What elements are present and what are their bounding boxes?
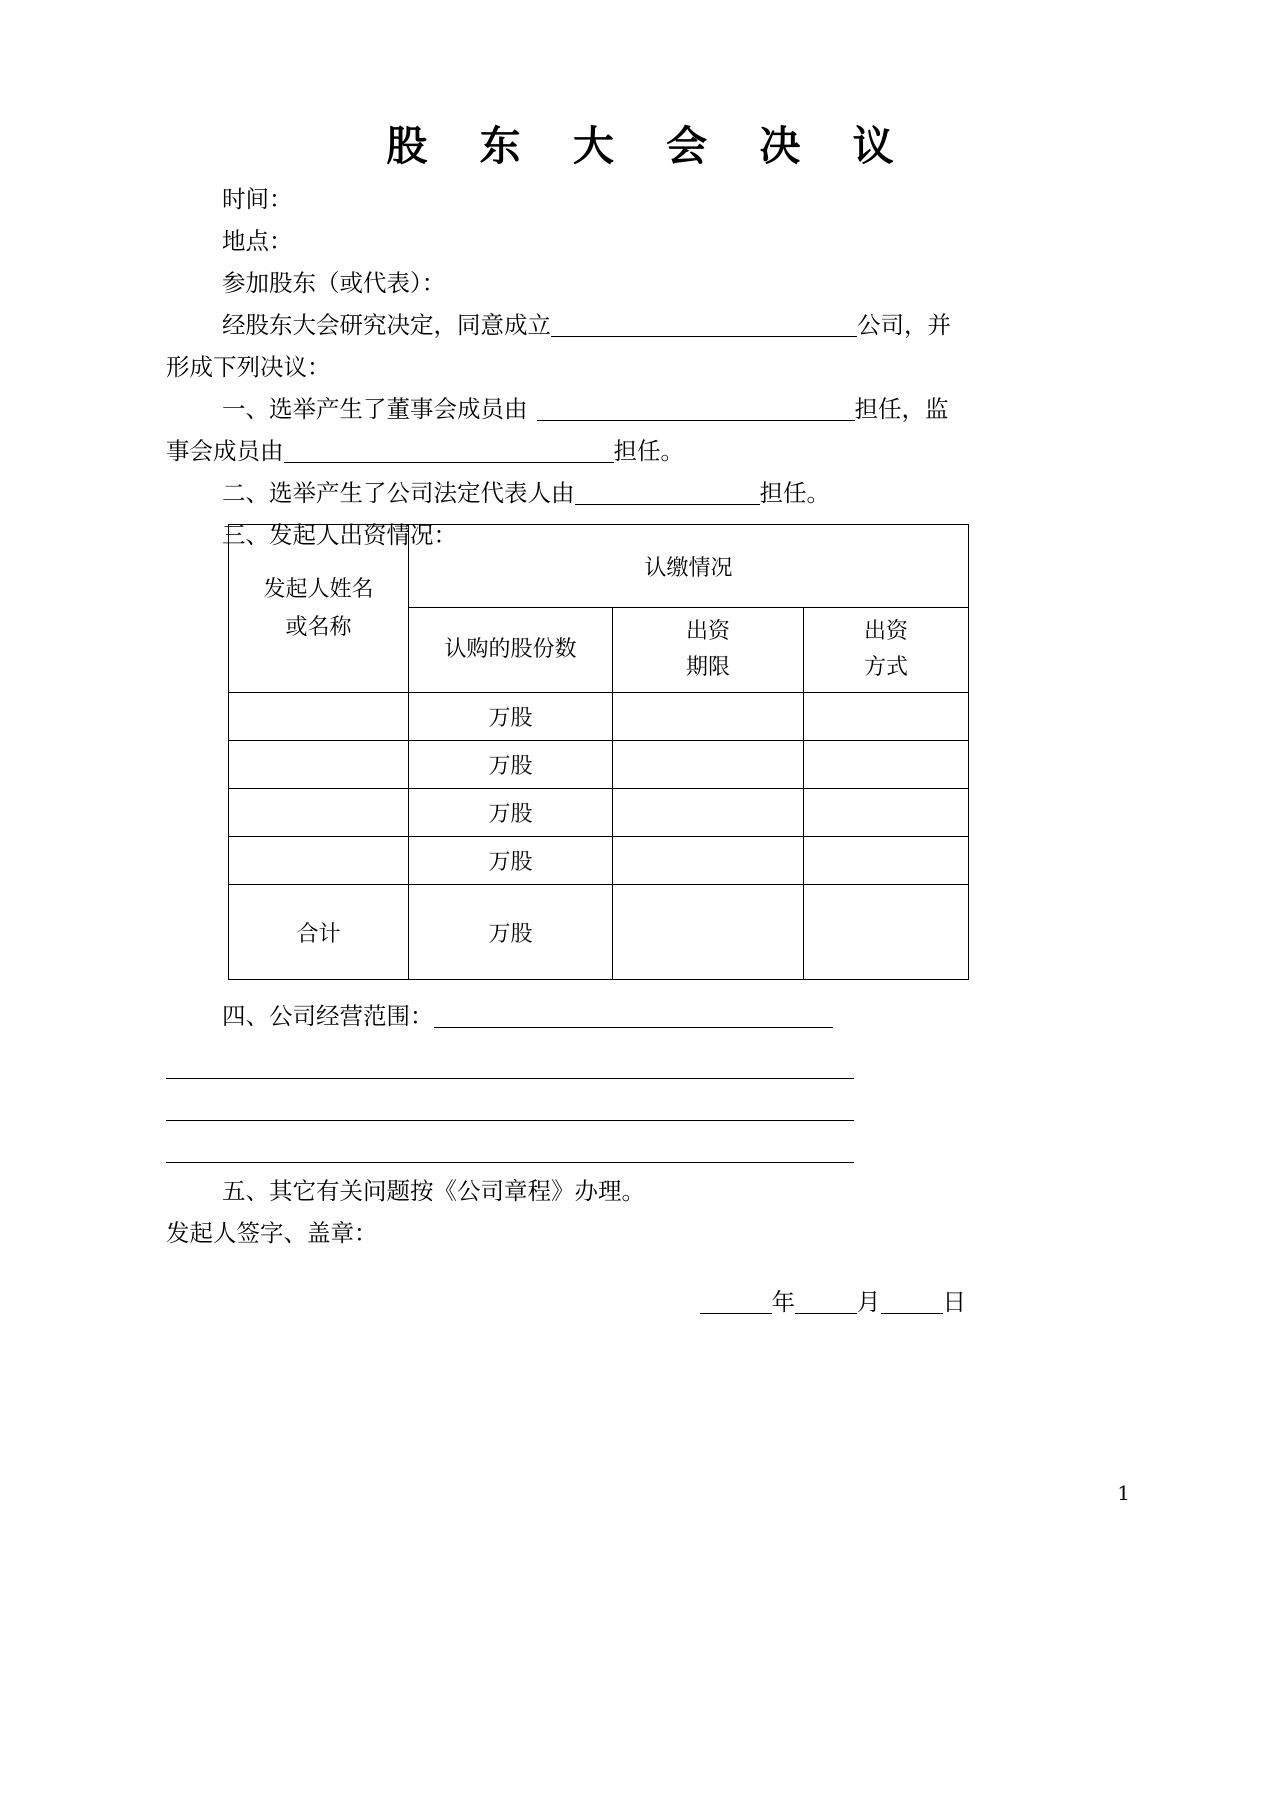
table-row[interactable] xyxy=(229,693,969,741)
cell-contribution-term[interactable] xyxy=(613,741,804,789)
item1-continuation-prefix: 事会成员由 xyxy=(166,437,284,465)
year-blank[interactable] xyxy=(700,1291,772,1314)
cell-total-label: 合计 xyxy=(229,885,409,980)
table-header-share-count-line1: 认购的股份数 xyxy=(444,637,577,662)
table-header-row-1 xyxy=(229,525,969,608)
item4-line xyxy=(166,995,966,1037)
item1-line-1 xyxy=(166,388,966,430)
contribution-table xyxy=(228,524,969,980)
supervisor-members-blank[interactable] xyxy=(284,440,614,463)
cell-contribution-term[interactable] xyxy=(613,693,804,741)
field-time-label: 时间： xyxy=(222,185,293,213)
item3-label: 三、发起人出资情况： xyxy=(222,521,457,549)
table-header-contribution-term xyxy=(613,608,804,693)
table-header-share-count xyxy=(409,608,613,693)
company-name-blank[interactable] xyxy=(551,314,857,337)
day-label: 日 xyxy=(942,1288,966,1316)
cell-total-contribution-method[interactable] xyxy=(804,885,969,980)
item5-line xyxy=(166,1170,966,1212)
table-header-contribution-term-line1: 出资 xyxy=(685,619,730,644)
item2-prefix: 二、选举产生了公司法定代表人由 xyxy=(222,479,575,507)
year-label: 年 xyxy=(771,1288,795,1316)
table-row[interactable] xyxy=(229,741,969,789)
preamble-text-part1: 经股东大会研究决定，同意成立 xyxy=(222,311,551,339)
table-header-contribution-method-line2: 方式 xyxy=(863,655,908,680)
table-header-contribution-term-line2: 期限 xyxy=(685,655,730,680)
field-attendees-label: 参加股东（或代表）： xyxy=(222,269,446,297)
item2-line xyxy=(166,472,966,514)
table-header-founder-name-line2: 或名称 xyxy=(285,614,352,640)
month-blank[interactable] xyxy=(795,1291,857,1314)
table-header-subscription-group: 认缴情况 xyxy=(409,525,969,608)
page-title: 股 东 大 会 决 议 xyxy=(386,122,913,170)
cell-contribution-method[interactable] xyxy=(804,837,969,885)
preamble-line-2 xyxy=(166,346,966,388)
cell-share-count[interactable]: 万股 xyxy=(409,741,613,789)
preamble-text-part2: 公司，并 xyxy=(857,311,951,339)
cell-contribution-term[interactable] xyxy=(613,789,804,837)
cell-share-count[interactable]: 万股 xyxy=(409,789,613,837)
cell-share-count[interactable]: 万股 xyxy=(409,693,613,741)
cell-contribution-method[interactable] xyxy=(804,693,969,741)
legal-representative-blank[interactable] xyxy=(575,482,760,505)
cell-founder-name[interactable] xyxy=(229,789,409,837)
table-total-row[interactable] xyxy=(229,885,969,980)
signature-line xyxy=(166,1212,966,1254)
item1-mid: 担任，监 xyxy=(854,395,949,423)
document-body-upper xyxy=(166,178,966,556)
director-members-blank[interactable] xyxy=(537,398,855,421)
scope-spacer-3 xyxy=(166,1121,966,1162)
page-number: 1 xyxy=(1117,1481,1130,1505)
item4-label: 四、公司经营范围： xyxy=(222,1002,434,1030)
cell-founder-name[interactable] xyxy=(229,741,409,789)
scope-spacer-2 xyxy=(166,1079,966,1120)
cell-contribution-term[interactable] xyxy=(613,837,804,885)
business-scope-blank-1[interactable] xyxy=(434,1005,833,1028)
field-place-label: 地点： xyxy=(222,227,293,255)
table-row[interactable] xyxy=(229,789,969,837)
field-attendees-row xyxy=(166,262,966,304)
cell-total-contribution-term[interactable] xyxy=(613,885,804,980)
cell-founder-name[interactable] xyxy=(229,837,409,885)
cell-share-count[interactable]: 万股 xyxy=(409,837,613,885)
preamble-line-1 xyxy=(166,304,966,346)
day-blank[interactable] xyxy=(881,1291,943,1314)
scope-spacer-1 xyxy=(166,1037,966,1078)
item2-suffix: 担任。 xyxy=(759,479,830,507)
item1-line-2 xyxy=(166,430,966,472)
date-line xyxy=(166,1283,966,1317)
table-header-founder-name-line1: 发起人姓名 xyxy=(263,576,374,602)
signature-label: 发起人签字、盖章： xyxy=(166,1219,378,1247)
table-row[interactable] xyxy=(229,837,969,885)
cell-founder-name[interactable] xyxy=(229,693,409,741)
cell-total-share-count[interactable]: 万股 xyxy=(409,885,613,980)
field-time-row xyxy=(166,178,966,220)
item1-prefix: 一、选举产生了董事会成员由 xyxy=(222,395,528,423)
item5-text: 五、其它有关问题按《公司章程》办理。 xyxy=(222,1177,645,1205)
document-body-lower xyxy=(166,995,966,1254)
field-place-row xyxy=(166,220,966,262)
business-scope-blank-4[interactable] xyxy=(166,1162,854,1163)
table-header-contribution-method-line1: 出资 xyxy=(863,619,908,644)
table-header-contribution-method xyxy=(804,608,969,693)
cell-contribution-method[interactable] xyxy=(804,789,969,837)
item1-continuation-suffix: 担任。 xyxy=(613,437,684,465)
preamble-continuation: 形成下列决议： xyxy=(166,353,331,381)
month-label: 月 xyxy=(857,1288,881,1316)
table-header-founder-name xyxy=(229,525,409,693)
cell-contribution-method[interactable] xyxy=(804,741,969,789)
